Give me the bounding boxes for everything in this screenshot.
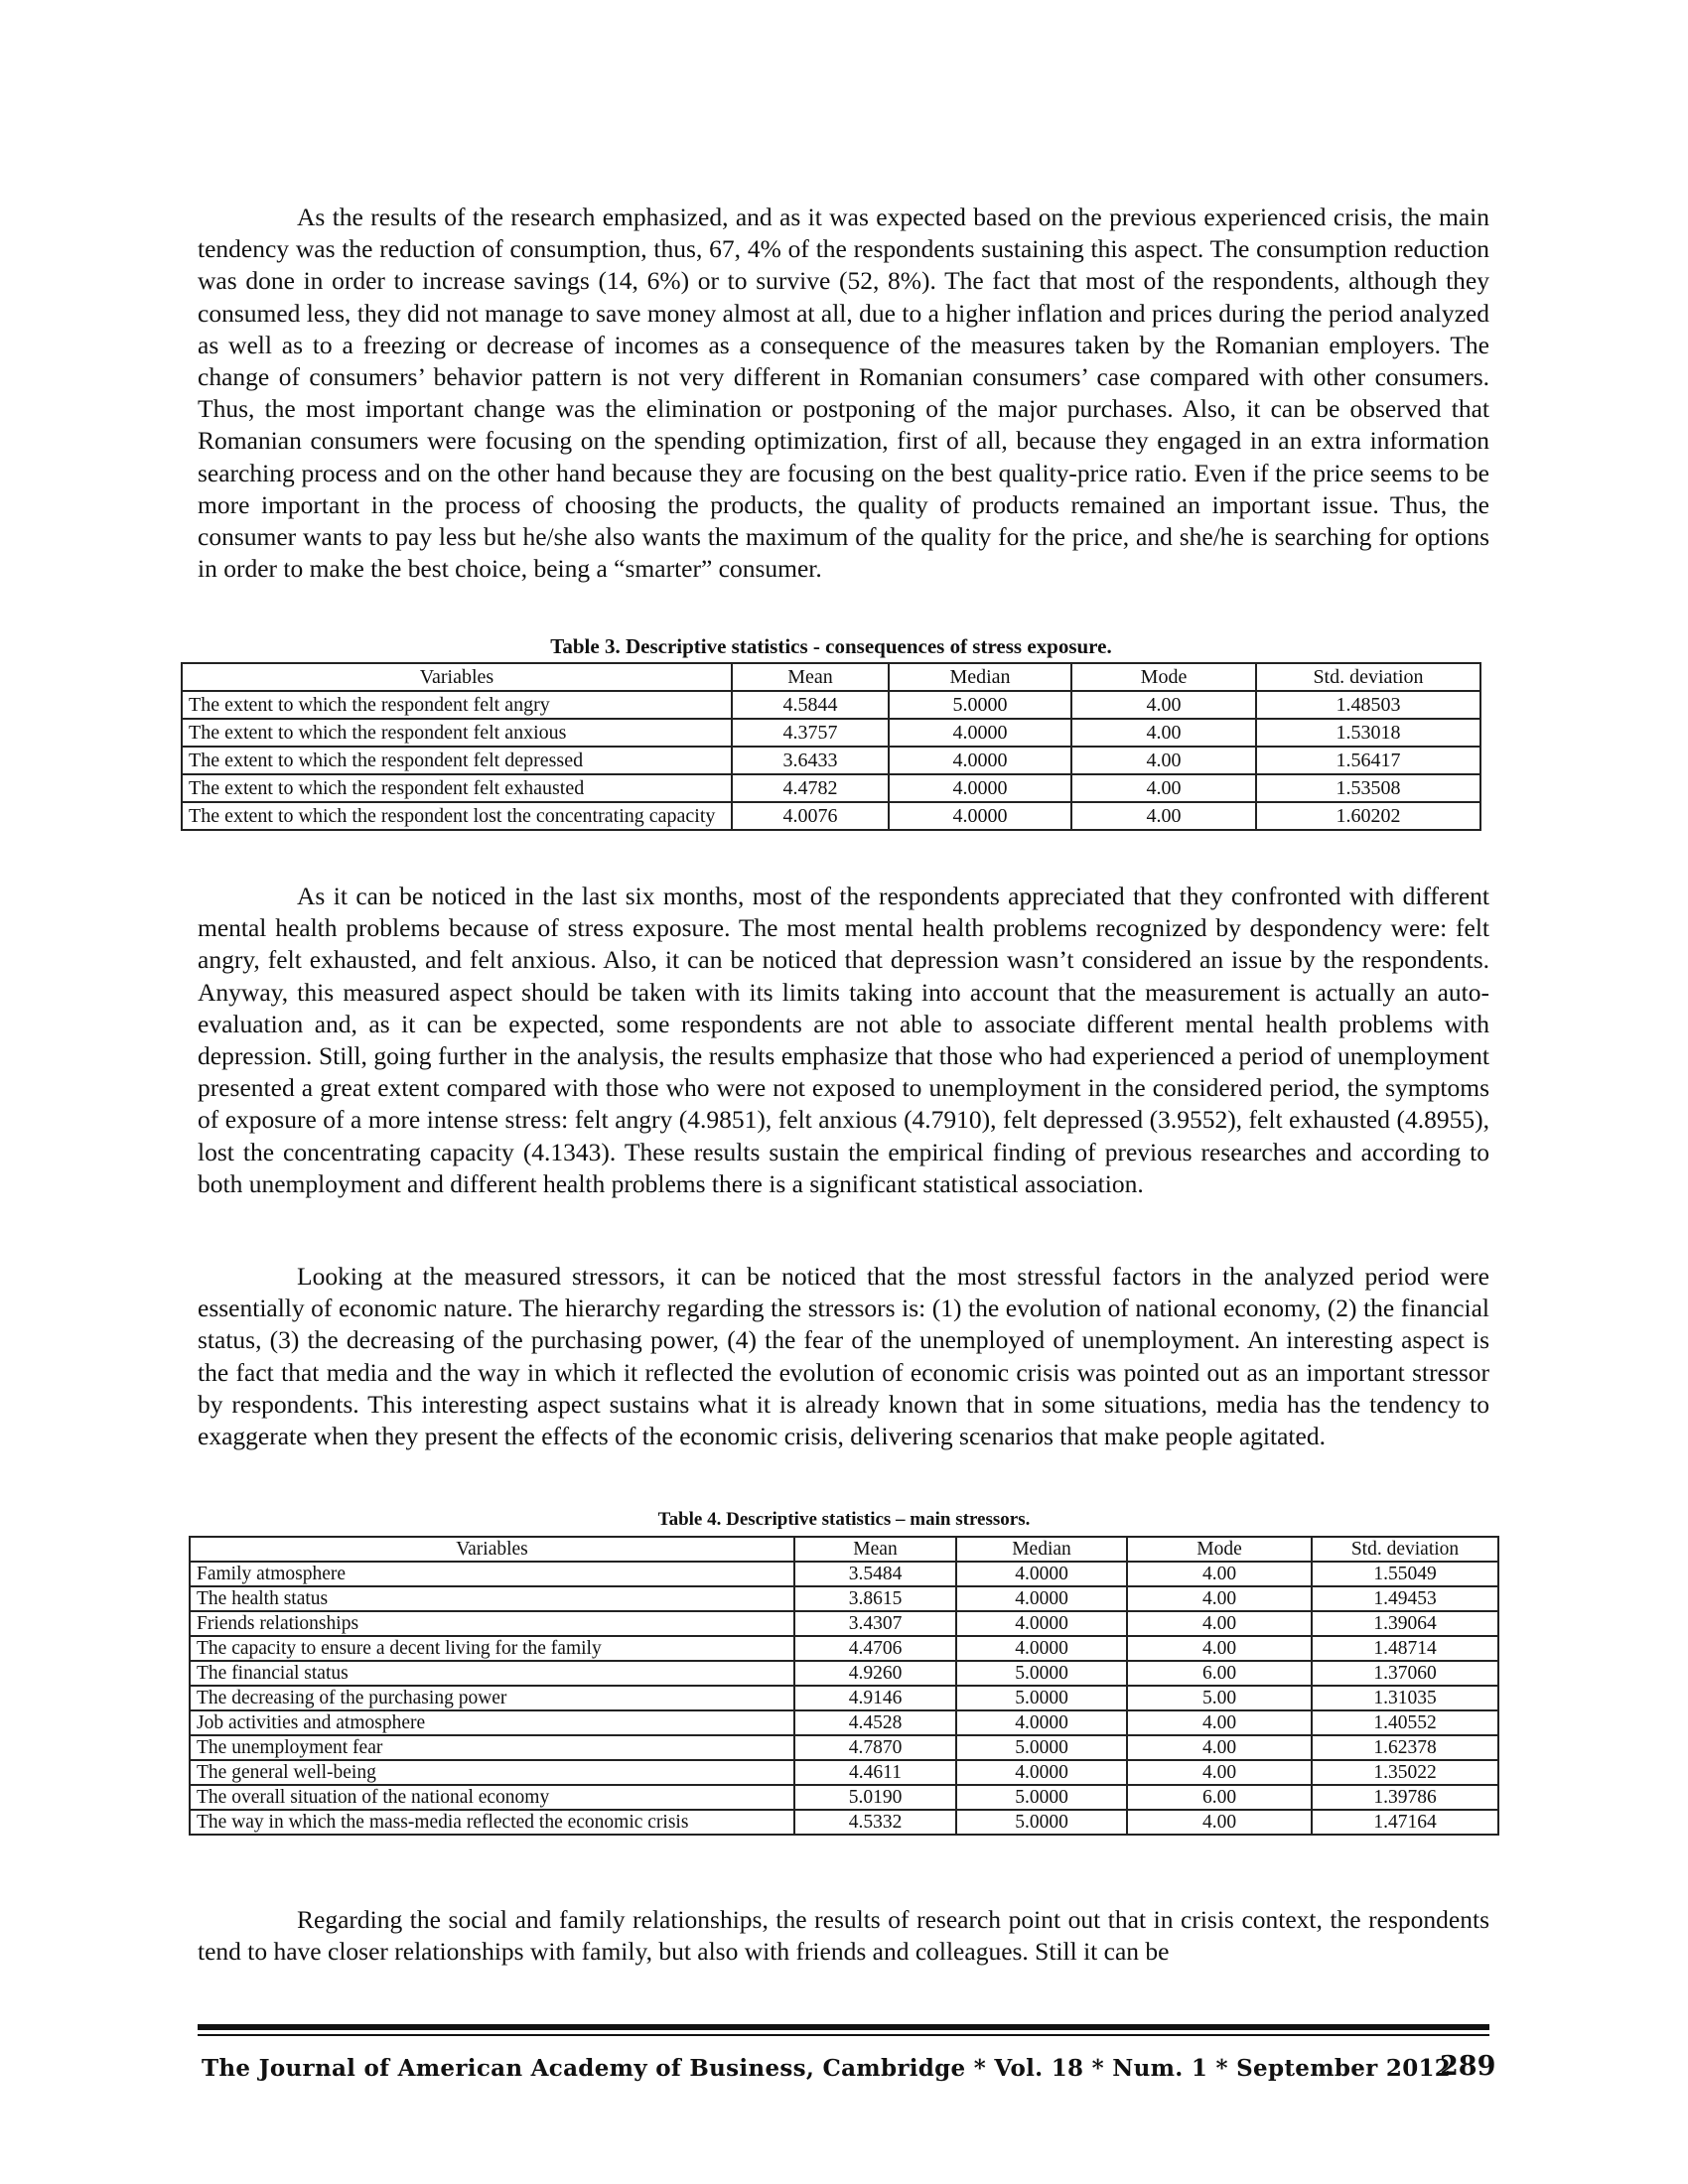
cell-mean: 3.6433 xyxy=(732,747,889,774)
cell-std-deviation: 1.31035 xyxy=(1312,1686,1498,1710)
cell-median: 4.0000 xyxy=(956,1710,1127,1735)
cell-variable: The health status xyxy=(190,1586,794,1611)
cell-median: 5.0000 xyxy=(956,1686,1127,1710)
cell-mean: 4.5332 xyxy=(794,1810,956,1835)
cell-mode: 4.00 xyxy=(1127,1735,1312,1760)
table4-main-stressors xyxy=(189,1536,1499,1836)
cell-variable: The extent to which the respondent lost the concentrating capacity xyxy=(182,802,732,830)
cell-std-deviation: 1.62378 xyxy=(1312,1735,1498,1760)
cell-mean: 4.4706 xyxy=(794,1636,956,1661)
col-header-median: Median xyxy=(956,1537,1127,1562)
cell-std-deviation: 1.40552 xyxy=(1312,1710,1498,1735)
col-header-std-deviation: Std. deviation xyxy=(1256,663,1480,691)
cell-mode: 6.00 xyxy=(1127,1785,1312,1810)
table-row xyxy=(190,1586,1498,1611)
cell-variable: Friends relationships xyxy=(190,1611,794,1636)
cell-std-deviation: 1.60202 xyxy=(1256,802,1480,830)
cell-mode: 4.00 xyxy=(1071,719,1256,747)
cell-variable: The extent to which the respondent felt anxious xyxy=(182,719,732,747)
cell-median: 4.0000 xyxy=(889,719,1071,747)
col-header-mode: Mode xyxy=(1127,1537,1312,1562)
cell-median: 5.0000 xyxy=(889,691,1071,719)
cell-variable: Family atmosphere xyxy=(190,1562,794,1586)
table-header-row xyxy=(190,1537,1498,1562)
cell-mode: 4.00 xyxy=(1127,1636,1312,1661)
cell-mode: 4.00 xyxy=(1127,1710,1312,1735)
table-row xyxy=(182,691,1480,719)
col-header-std-deviation: Std. deviation xyxy=(1312,1537,1498,1562)
col-header-median: Median xyxy=(889,663,1071,691)
paragraph-mental-health: As it can be noticed in the last six months, most of the respondents appreciated that they confronted with different mental health problems because of stress exposure. The most mental health problems recognized by despondency were: felt angry, felt exhausted, and felt anxious. Also, it can be noticed that depression wasn’t considered an issue by the respondents. Anyway, this measured aspect should be taken with its limits taking into account that the measurement is actually an auto-evaluation and, as it can be expected, some respondents are not able to associate different mental health problems with depression. Still, going further in the analysis, the results emphasize that those who had experienced a period of unemployment presented a great extent compared with those who were not exposed to unemployment in the considered period, the symptoms of exposure of a more intense stress: felt angry (4.9851), felt anxious (4.7910), felt depressed (3.9552), felt exhausted (4.8955), lost the concentrating capacity (4.1343). These results sustain the empirical finding of previous researches and according to both unemployment and different health problems there is a significant statistical association. xyxy=(198,882,1489,1198)
table-row xyxy=(190,1636,1498,1661)
cell-variable: The decreasing of the purchasing power xyxy=(190,1686,794,1710)
cell-mode: 4.00 xyxy=(1127,1810,1312,1835)
col-header-mean: Mean xyxy=(794,1537,956,1562)
cell-mode: 4.00 xyxy=(1071,774,1256,802)
cell-std-deviation: 1.39064 xyxy=(1312,1611,1498,1636)
cell-mode: 4.00 xyxy=(1071,691,1256,719)
cell-std-deviation: 1.35022 xyxy=(1312,1760,1498,1785)
table3-stress-consequences xyxy=(181,662,1481,831)
cell-mean: 3.4307 xyxy=(794,1611,956,1636)
cell-mode: 4.00 xyxy=(1127,1586,1312,1611)
cell-mean: 4.9260 xyxy=(794,1661,956,1686)
table3-caption: Table 3. Descriptive statistics - consequences of stress exposure. xyxy=(550,634,1112,658)
cell-median: 4.0000 xyxy=(889,747,1071,774)
table-row xyxy=(190,1661,1498,1686)
cell-std-deviation: 1.49453 xyxy=(1312,1586,1498,1611)
col-header-mean: Mean xyxy=(732,663,889,691)
cell-variable: The extent to which the respondent felt exhausted xyxy=(182,774,732,802)
cell-mode: 5.00 xyxy=(1127,1686,1312,1710)
cell-mean: 4.0076 xyxy=(732,802,889,830)
col-header-mode: Mode xyxy=(1071,663,1256,691)
table-row xyxy=(182,719,1480,747)
cell-mean: 4.4782 xyxy=(732,774,889,802)
cell-mean: 4.5844 xyxy=(732,691,889,719)
footer-rule-thick xyxy=(198,2024,1489,2030)
cell-variable: The extent to which the respondent felt angry xyxy=(182,691,732,719)
cell-median: 4.0000 xyxy=(956,1562,1127,1586)
journal-footer: The Journal of American Academy of Business, Cambridge * Vol. 18 * Num. 1 * September 2012 xyxy=(202,2055,1452,2082)
cell-mode: 4.00 xyxy=(1127,1611,1312,1636)
cell-mean: 3.8615 xyxy=(794,1586,956,1611)
cell-std-deviation: 1.37060 xyxy=(1312,1661,1498,1686)
cell-variable: Job activities and atmosphere xyxy=(190,1710,794,1735)
cell-variable: The overall situation of the national economy xyxy=(190,1785,794,1810)
cell-mean: 4.4528 xyxy=(794,1710,956,1735)
cell-median: 4.0000 xyxy=(956,1586,1127,1611)
cell-std-deviation: 1.39786 xyxy=(1312,1785,1498,1810)
cell-variable: The general well-being xyxy=(190,1760,794,1785)
paragraph-stressors: Looking at the measured stressors, it can be noticed that the most stressful factors in the analyzed period were essentially of economic nature. The hierarchy regarding the stressors is: (1) the evolution of national economy, (2) the financial status, (3) the decreasing of the purchasing power, (4) the fear of the unemployed of unemployment. An interesting aspect is the fact that media and the way in which it reflected the evolution of economic crisis was pointed out as an important stressor by respondents. This interesting aspect sustains what it is already known that in some situations, media has the tendency to exaggerate when they present the effects of the economic crisis, delivering scenarios that make people agitated. xyxy=(198,1262,1489,1451)
table-row xyxy=(182,747,1480,774)
table-row xyxy=(190,1735,1498,1760)
cell-std-deviation: 1.53018 xyxy=(1256,719,1480,747)
cell-variable: The way in which the mass-media reflected the economic crisis xyxy=(190,1810,794,1835)
cell-variable: The financial status xyxy=(190,1661,794,1686)
cell-median: 5.0000 xyxy=(956,1810,1127,1835)
cell-mean: 4.3757 xyxy=(732,719,889,747)
cell-variable: The extent to which the respondent felt depressed xyxy=(182,747,732,774)
table-row xyxy=(190,1562,1498,1586)
cell-mean: 4.9146 xyxy=(794,1686,956,1710)
col-header-variables: Variables xyxy=(182,663,732,691)
cell-std-deviation: 1.56417 xyxy=(1256,747,1480,774)
table-row xyxy=(190,1710,1498,1735)
cell-std-deviation: 1.53508 xyxy=(1256,774,1480,802)
cell-std-deviation: 1.48503 xyxy=(1256,691,1480,719)
cell-median: 5.0000 xyxy=(956,1785,1127,1810)
cell-mode: 4.00 xyxy=(1127,1760,1312,1785)
table4-caption: Table 4. Descriptive statistics – main stressors. xyxy=(657,1509,1031,1530)
cell-mean: 5.0190 xyxy=(794,1785,956,1810)
paragraph-relationships: Regarding the social and family relationships, the results of research point out that in crisis context, the respondents tend to have closer relationships with family, but also with friends and colleagues. Still it can be xyxy=(198,1905,1489,1967)
cell-std-deviation: 1.48714 xyxy=(1312,1636,1498,1661)
cell-median: 4.0000 xyxy=(956,1760,1127,1785)
cell-median: 4.0000 xyxy=(956,1611,1127,1636)
table-row xyxy=(182,802,1480,830)
page-number: 289 xyxy=(1440,2051,1496,2082)
cell-median: 4.0000 xyxy=(956,1636,1127,1661)
cell-mean: 4.4611 xyxy=(794,1760,956,1785)
cell-median: 4.0000 xyxy=(889,774,1071,802)
col-header-variables: Variables xyxy=(190,1537,794,1562)
cell-mode: 4.00 xyxy=(1071,802,1256,830)
footer-rule-thin xyxy=(198,2034,1489,2036)
table-header-row xyxy=(182,663,1480,691)
cell-median: 4.0000 xyxy=(889,802,1071,830)
cell-std-deviation: 1.55049 xyxy=(1312,1562,1498,1586)
cell-mean: 3.5484 xyxy=(794,1562,956,1586)
table-row xyxy=(190,1760,1498,1785)
cell-mode: 6.00 xyxy=(1127,1661,1312,1686)
cell-mode: 4.00 xyxy=(1071,747,1256,774)
cell-variable: The unemployment fear xyxy=(190,1735,794,1760)
table-row xyxy=(182,774,1480,802)
cell-median: 5.0000 xyxy=(956,1735,1127,1760)
paragraph-consumption: As the results of the research emphasized, and as it was expected based on the previous experienced crisis, the main tendency was the reduction of consumption, thus, 67, 4% of the respondents sustaining this aspect. The consumption reduction was done in order to increase savings (14, 6%) or to survive (52, 8%). The fact that most of the respondents, although they consumed less, they did not manage to save money almost at all, due to a higher inflation and prices during the period analyzed as well as to a freezing or decrease of incomes as a consequence of the measures taken by the Romanian employers. The change of consumers’ behavior pattern is not very different in Romanian consumers’ case compared with other consumers. Thus, the most important change was the elimination or postponing of the major purchases. Also, it can be observed that Romanian consumers were focusing on the spending optimization, first of all, because they engaged in an extra information searching process and on the other hand because they are focusing on the best quality-price ratio. Even if the price seems to be more important in the process of choosing the products, the quality of products remained an important issue. Thus, the consumer wants to pay less but he/she also wants the maximum of the quality for the price, and she/he is searching for options in order to make the best choice, being a “smarter” consumer. xyxy=(198,203,1489,584)
cell-variable: The capacity to ensure a decent living for the family xyxy=(190,1636,794,1661)
table-row xyxy=(190,1810,1498,1835)
cell-median: 5.0000 xyxy=(956,1661,1127,1686)
cell-mode: 4.00 xyxy=(1127,1562,1312,1586)
table-row xyxy=(190,1686,1498,1710)
table-row xyxy=(190,1611,1498,1636)
cell-mean: 4.7870 xyxy=(794,1735,956,1760)
cell-std-deviation: 1.47164 xyxy=(1312,1810,1498,1835)
table-row xyxy=(190,1785,1498,1810)
